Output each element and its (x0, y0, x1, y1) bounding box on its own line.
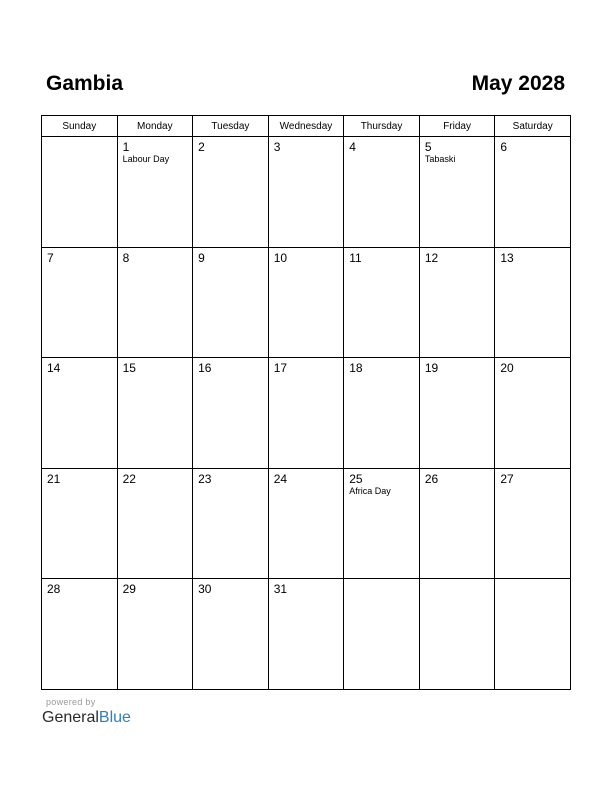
day-number: 21 (47, 471, 61, 486)
day-cell-content (344, 579, 419, 582)
day-cell (495, 579, 571, 690)
day-cell (344, 468, 420, 579)
day-cell-content (344, 469, 419, 497)
day-cell-content (118, 358, 193, 375)
day-cell (344, 358, 420, 469)
weekday-header-saturday: Saturday (495, 116, 571, 137)
day-cell-content (193, 579, 268, 596)
day-cell (344, 247, 420, 358)
day-cell (117, 579, 193, 690)
day-cell-content (42, 579, 117, 596)
day-number: 18 (349, 361, 363, 375)
day-cell-content (118, 469, 193, 486)
day-number: 27 (500, 471, 514, 486)
weekday-header-wednesday: Wednesday (268, 116, 344, 137)
day-cell (42, 358, 118, 469)
weekday-header-thursday: Thursday (344, 116, 420, 137)
day-number: 26 (424, 471, 439, 486)
powered-by-label: powered by (46, 697, 96, 707)
day-cell (419, 358, 495, 469)
day-cell-content (495, 248, 570, 265)
weekday-header-friday: Friday (419, 116, 495, 137)
day-number: 4 (349, 140, 356, 154)
day-cell-content (420, 469, 495, 486)
day-cell (268, 468, 344, 579)
day-cell-content (344, 358, 419, 375)
day-number: 2 (198, 140, 205, 154)
day-number: 22 (122, 471, 136, 486)
country-title: Gambia (46, 72, 124, 95)
day-cell (495, 358, 571, 469)
weekday-header-sunday: Sunday (42, 116, 118, 137)
day-cell (268, 137, 344, 248)
day-cell (193, 137, 269, 248)
day-number: 12 (424, 250, 439, 265)
generalblue-logo (42, 708, 131, 728)
day-cell (42, 137, 118, 248)
day-cell-content (495, 469, 570, 486)
day-cell (117, 137, 193, 248)
day-cell-content (495, 137, 570, 154)
day-cell-content (495, 579, 570, 582)
brand-general-text: General (42, 709, 99, 726)
day-cell (419, 247, 495, 358)
day-cell (193, 468, 269, 579)
day-cell-content (269, 137, 344, 154)
day-cell-content (344, 137, 419, 154)
day-number: 29 (122, 582, 136, 596)
day-cell (42, 247, 118, 358)
day-cell-content (269, 469, 344, 486)
day-cell (117, 468, 193, 579)
day-cell (344, 137, 420, 248)
day-number: 16 (198, 361, 212, 375)
week-row (42, 247, 571, 358)
day-cell (268, 247, 344, 358)
brand-blue-text: Blue (98, 709, 131, 726)
day-cell-content (420, 137, 495, 165)
day-cell (495, 247, 571, 358)
day-cell-content (269, 248, 344, 265)
calendar-body (42, 137, 571, 690)
day-cell (495, 137, 571, 248)
day-number: 28 (47, 582, 61, 596)
day-cell-content (420, 248, 495, 265)
day-cell (268, 579, 344, 690)
week-row (42, 358, 571, 469)
day-cell (344, 579, 420, 690)
day-cell-content (193, 469, 268, 486)
day-cell-content (42, 358, 117, 375)
holiday-label: Africa Day (349, 485, 391, 496)
weekday-header-monday: Monday (117, 116, 193, 137)
day-number: 5 (424, 140, 432, 154)
day-number: 31 (273, 582, 288, 596)
day-cell-content (42, 248, 117, 265)
day-cell (419, 579, 495, 690)
day-number: 3 (273, 140, 281, 154)
day-cell-content (42, 137, 117, 140)
day-number: 6 (500, 140, 508, 154)
day-number: 20 (500, 361, 514, 375)
week-row (42, 468, 571, 579)
month-year-title: May 2028 (471, 72, 565, 95)
day-cell-content (495, 358, 570, 375)
weekday-header-tuesday: Tuesday (193, 116, 269, 137)
day-cell (117, 247, 193, 358)
day-number: 23 (198, 471, 212, 486)
day-number: 1 (122, 140, 130, 154)
day-number: 17 (273, 361, 288, 375)
weekday-header-row (42, 116, 571, 137)
day-number: 14 (47, 361, 61, 375)
day-cell (495, 468, 571, 579)
day-cell (42, 468, 118, 579)
day-cell (268, 358, 344, 469)
day-cell-content (420, 579, 495, 582)
day-cell (419, 468, 495, 579)
day-cell (193, 358, 269, 469)
day-cell (193, 579, 269, 690)
day-cell-content (118, 579, 193, 596)
day-cell-content (42, 469, 117, 486)
day-cell-content (118, 137, 193, 165)
day-cell (117, 358, 193, 469)
day-number: 15 (122, 361, 136, 375)
day-cell-content (269, 579, 344, 596)
day-cell (42, 579, 118, 690)
day-number: 24 (273, 471, 288, 486)
week-row (42, 137, 571, 248)
day-cell-content (193, 358, 268, 375)
day-number: 7 (47, 250, 54, 265)
holiday-label: Tabaski (424, 154, 456, 164)
day-cell-content (193, 248, 268, 265)
week-row (42, 579, 571, 690)
holiday-label: Labour Day (122, 154, 170, 164)
day-cell-content (420, 358, 495, 375)
day-number: 13 (500, 250, 514, 265)
day-number: 10 (273, 250, 288, 265)
day-cell-content (118, 248, 193, 265)
day-number: 19 (424, 361, 439, 375)
day-cell (193, 247, 269, 358)
day-number: 9 (198, 250, 205, 265)
day-cell (419, 137, 495, 248)
calendar-grid (41, 115, 571, 690)
day-cell-content (269, 358, 344, 375)
day-cell-content (344, 248, 419, 265)
day-cell-content (193, 137, 268, 154)
day-number: 11 (349, 250, 362, 265)
day-number: 8 (122, 250, 130, 265)
day-number: 25 (349, 471, 363, 486)
day-number: 30 (198, 582, 212, 596)
